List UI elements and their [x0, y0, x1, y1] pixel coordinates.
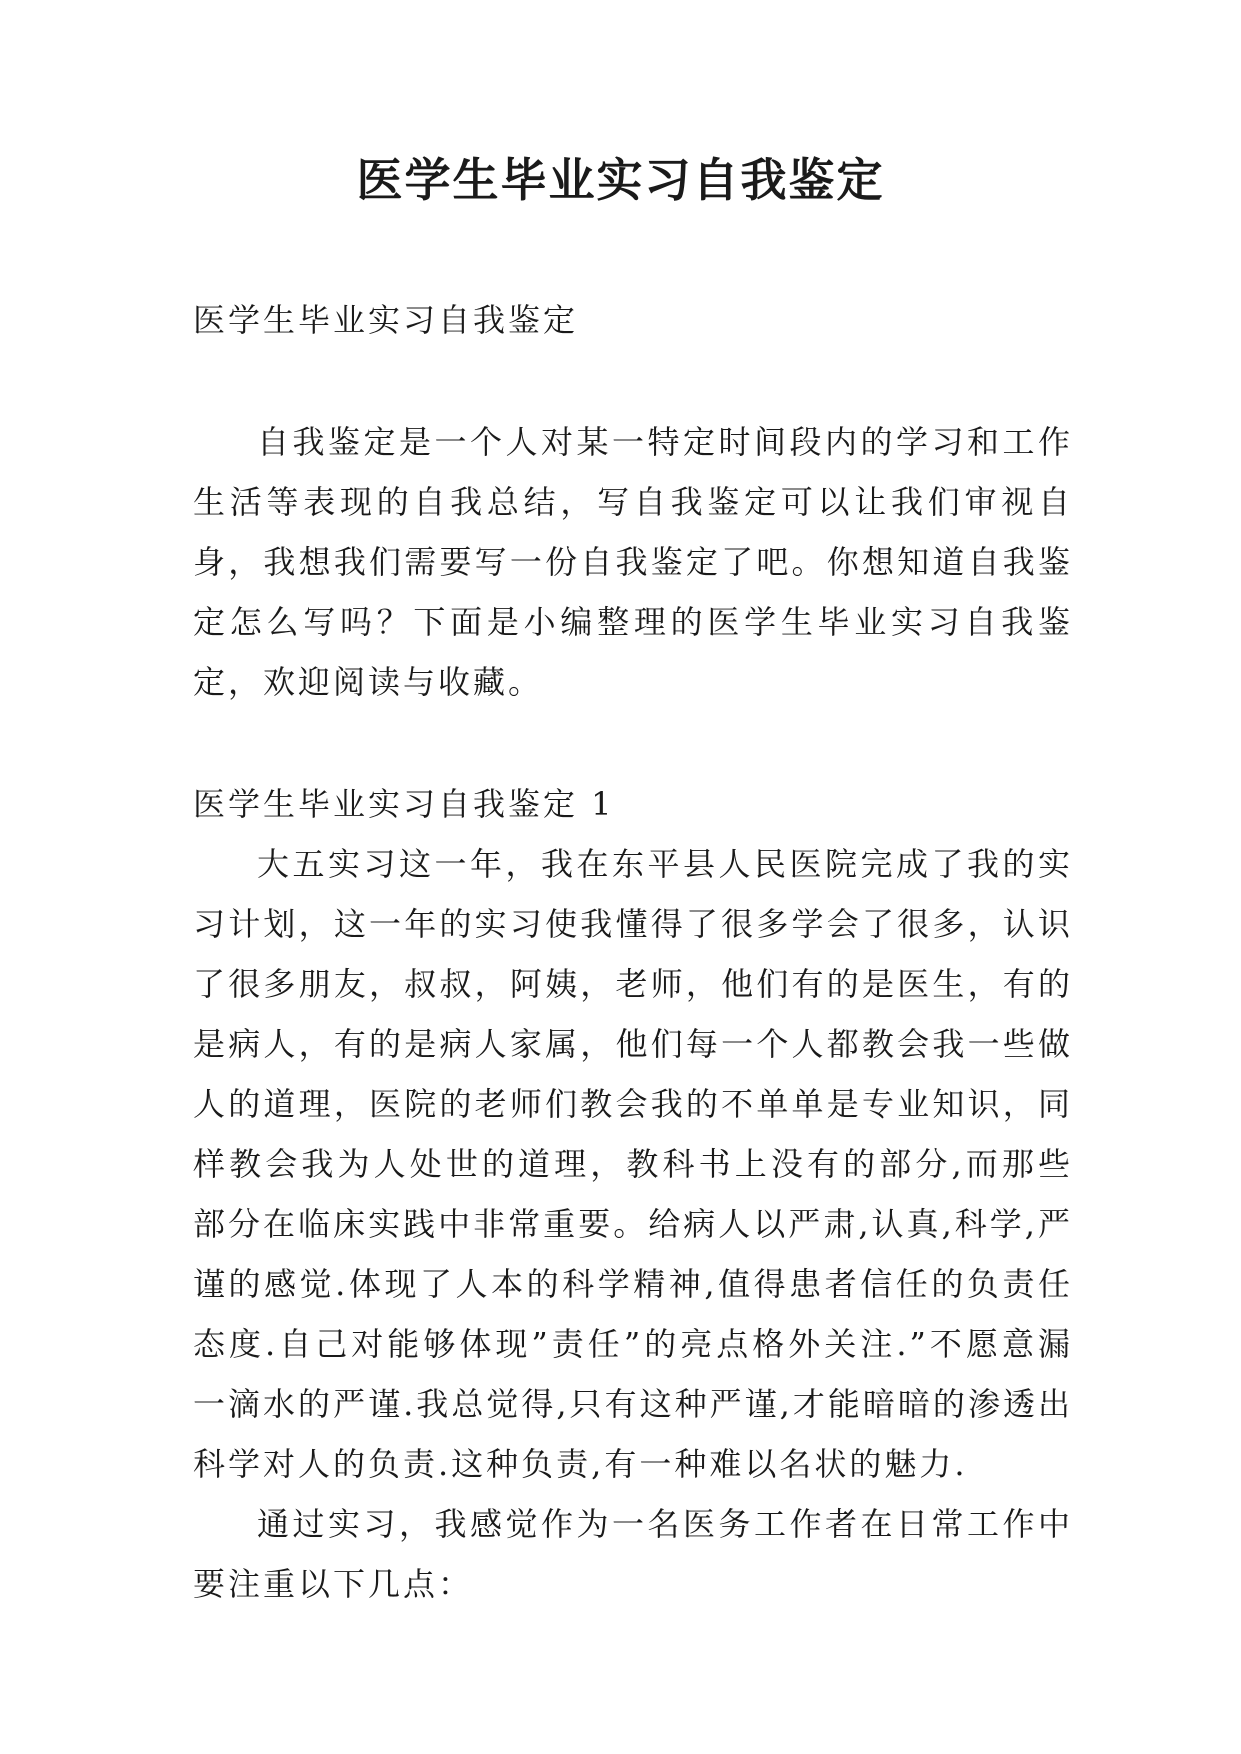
document-title: 医学生毕业实习自我鉴定 — [356, 153, 885, 207]
document-subtitle: 医学生毕业实习自我鉴定 — [193, 301, 579, 339]
section-heading: 医学生毕业实习自我鉴定 1 — [193, 785, 615, 823]
body-paragraph: 大五实习这一年，我在东平县人民医院完成了我的实习计划，这一年的实习使我懂得了很多学会了很多，认识了很多朋友，叔叔，阿姨，老师，他们有的是医生，有的是病人，有的是病人家属，他们每一个人都教会我一些做人的道理，医院的老师们教会我的不单单是专业知识，同样教会我为人处世的道理，教科书上没有的部分,而那些部分在临床实践中非常重要。给病人以严肃,认真,科学,严谨的感觉.体现了人本的科学精神,值得患者信任的负责任态度.自己对能够体现”责任”的亮点格外关注.”不愿意漏一滴水的严谨.我总觉得,只有这种严谨,才能暗暗的渗透出科学对人的负责.这种负责,有一种难以名状的魅力. — [193, 845, 1073, 1483]
intro-paragraph: 自我鉴定是一个人对某一特定时间段内的学习和工作生活等表现的自我总结，写自我鉴定可以让我们审视自身，我想我们需要写一份自我鉴定了吧。你想知道自我鉴定怎么写吗？下面是小编整理的医学生毕业实习自我鉴定，欢迎阅读与收藏。 — [193, 423, 1073, 701]
body-paragraph: 通过实习，我感觉作为一名医务工作者在日常工作中要注重以下几点： — [193, 1505, 1073, 1603]
document-body — [193, 290, 1073, 1614]
